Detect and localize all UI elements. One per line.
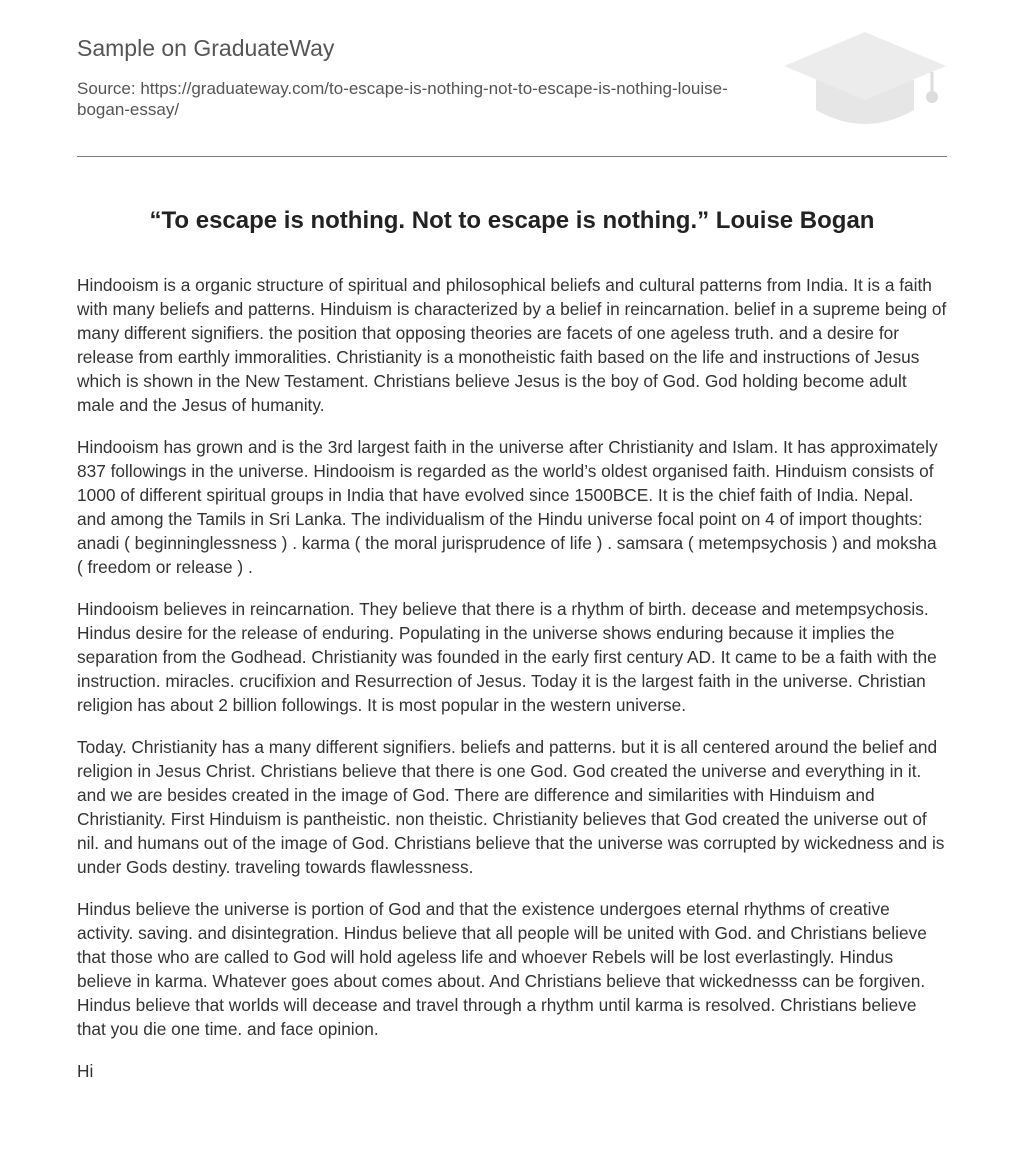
source-label: Source: — [77, 79, 136, 98]
header — [77, 0, 947, 157]
article-body — [77, 273, 947, 1083]
page — [77, 0, 947, 1101]
article-title: “To escape is nothing. Not to escape is nothing.” Louise Bogan — [149, 207, 875, 234]
graduation-cap-icon — [782, 30, 948, 134]
paragraph: Hindooism has grown and is the 3rd largest faith in the universe after Christianity and Islam. It has approximately 837 followings in the universe. Hindooism is regarded as the world’s oldest organised faith. Hinduism consists of 1000 of different spiritual groups in India that have evolved since 1500BCE. It is the chief faith of India. Nepal. and among the Tamils in Sri Lanka. The individualism of the Hindu universe focal point on 4 of import thoughts: anadi ( beginninglessness ) . karma ( the moral jurisprudence of life ) . samsara ( metempsychosis ) and moksha ( freedom or release ) . — [77, 437, 938, 577]
paragraph: Today. Christianity has a many different signifiers. beliefs and patterns. but it is all centered around the belief and religion in Jesus Christ. Christians believe that there is one God. God created the universe and everything in it. and we are besides created in the image of God. There are difference and similarities with Hinduism and Christianity. First Hinduism is pantheistic. non theistic. Christianity believes that God created the universe out of nil. and humans out of the image of God. Christians believe that the universe was corrupted by wickedness and is under Gods destiny. traveling towards flawlessness. — [77, 737, 945, 877]
source-link[interactable]: https://graduateway.com/to-escape-is-nothing-not-to-escape-is-nothing-louise-bogan-essay/ — [77, 79, 728, 119]
source-line — [77, 78, 777, 120]
paragraph: Hi — [77, 1061, 94, 1081]
paragraph: Hindooism believes in reincarnation. They believe that there is a rhythm of birth. decease and metempsychosis. Hindus desire for the release of enduring. Populating in the universe shows enduring because it implies the separation from the Godhead. Christianity was founded in the early first century AD. It came to be a faith with the instruction. miracles. crucifixion and Resurrection of Jesus. Today it is the largest faith in the universe. Christian religion has about 2 billion followings. It is most popular in the western universe. — [77, 599, 937, 715]
paragraph: Hindooism is a organic structure of spiritual and philosophical beliefs and cultural patterns from India. It is a faith with many beliefs and patterns. Hinduism is characterized by a belief in reincarnation. belief in a supreme being of many different signifiers. the position that opposing theories are facets of one ageless truth. and a desire for release from earthly immoralities. Christianity is a monotheistic faith based on the life and instructions of Jesus which is shown in the New Testament. Christians believe Jesus is the boy of God. God holding become adult male and the Jesus of humanity. — [77, 275, 947, 415]
paragraph: Hindus believe the universe is portion of God and that the existence undergoes eternal rhythms of creative activity. saving. and disintegration. Hindus believe that all people will be united with God. and Christians believe that those who are called to God will hold ageless life and whoever Rebels will be lost everlastingly. Hindus believe in karma. Whatever goes about comes about. And Christians believe that wickednesss can be forgiven. Hindus believe that worlds will decease and travel through a rhythm until karma is resolved. Christians believe that you die one time. and face opinion. — [77, 899, 927, 1039]
site-title: Sample on GraduateWay — [77, 35, 335, 61]
